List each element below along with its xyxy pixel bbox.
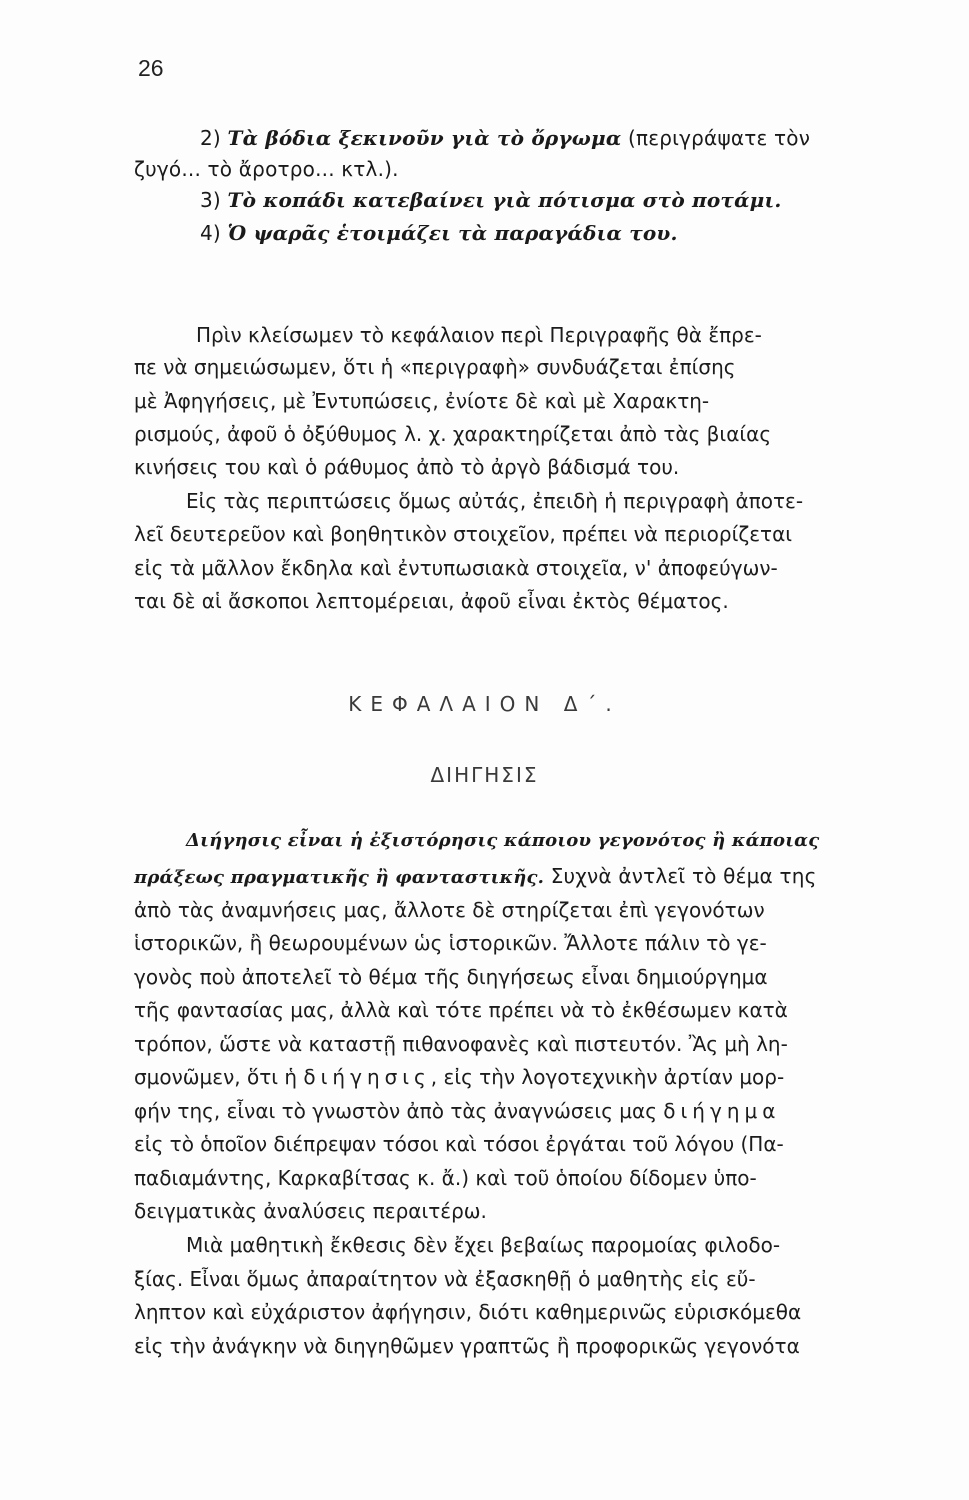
- text-segment: φήν της, εἶναι τὸ γνωστὸν ἀπὸ τὰς ἀναγνώσεις μας: [134, 1099, 664, 1123]
- paragraph-line: εἰς τὴν ἀνάγκην νὰ διηγηθῶμεν γραπτῶς ἢ προφορικῶς γεγονότα: [134, 1334, 800, 1358]
- paragraph-line: γονὸς ποὺ ἀποτελεῖ τὸ θέμα τῆς διηγήσεως εἶναι δημιούργημα: [134, 965, 768, 989]
- paragraph-line: ρισμούς, ἀφοῦ ὁ ὀξύθυμος λ. χ. χαρακτηρίζεται ἀπὸ τὰς βιαίας: [134, 422, 772, 446]
- chapter-subtitle: ΔΙΗΓΗΣΙΣ: [430, 763, 539, 787]
- example-number: 3): [200, 188, 221, 212]
- paragraph-line: μὲ Ἀφηγήσεις, μὲ Ἐντυπώσεις, ἐνίοτε δὲ καὶ μὲ Χαρακτη-: [134, 389, 710, 413]
- paragraph-line: [134, 1099, 780, 1123]
- paragraph-line: ληπτον καὶ εὐχάριστον ἀφήγησιν, διότι καθημερινῶς εὑρισκόμεθα: [134, 1300, 802, 1324]
- example-title: Ὁ ψαρᾶς ἑτοιμάζει τὰ παραγάδια του.: [227, 221, 678, 245]
- paragraph-line: πε νὰ σημειώσωμεν, ὅτι ἡ «περιγραφὴ» συνδυάζεται ἐπίσης: [134, 355, 736, 379]
- example-number: 2): [200, 126, 221, 150]
- definition-text: Συχνὰ ἀντλεῖ τὸ θέμα της: [544, 864, 817, 888]
- paragraph-line: κινήσεις του καὶ ὁ ράθυμος ἀπὸ τὸ ἀργὸ βάδισμά του.: [134, 455, 680, 479]
- paragraph-line: εἰς τὰ μᾶλλον ἔκδηλα καὶ ἐντυπωσιακὰ στοιχεῖα, ν' ἀποφεύγων-: [134, 556, 778, 580]
- example-2: [200, 126, 810, 150]
- chapter-title: ΚΕΦΑΛΑΙΟΝ Δ΄.: [348, 692, 621, 716]
- example-title: Τὸ κοπάδι κατεβαίνει γιὰ πότισμα στὸ ποτάμι.: [227, 188, 782, 212]
- example-4: [200, 221, 678, 245]
- paragraph-line: ται δὲ αἱ ἄσκοποι λεπτομέρειαι, ἀφοῦ εἶναι ἐκτὸς θέματος.: [134, 589, 729, 613]
- paragraph-line: παδιαμάντης, Καρκαβίτσας κ. ἄ.) καὶ τοῦ ὁποίου δίδομεν ὑπο-: [134, 1166, 757, 1190]
- paragraph-line: ἱστορικῶν, ἢ θεωρουμένων ὡς ἱστορικῶν. Ἄλλοτε πάλιν τὸ γε-: [134, 931, 767, 955]
- paragraph-line: εἰς τὸ ὁποῖον διέπρεψαν τόσοι καὶ τόσοι ἐργάται τοῦ λόγου (Πα-: [134, 1132, 784, 1156]
- paragraph-line: δειγματικὰς ἀναλύσεις περαιτέρω.: [134, 1199, 487, 1223]
- spaced-term: διήγημα: [663, 1099, 781, 1123]
- definition-line-2: [134, 864, 817, 889]
- paragraph-line: Εἰς τὰς περιπτώσεις ὅμως αὐτάς, ἐπειδὴ ἡ περιγραφὴ ἀποτε-: [186, 489, 804, 513]
- paragraph-line: τῆς φαντασίας μας, ἀλλὰ καὶ τότε πρέπει νὰ τὸ ἐκθέσωμεν κατὰ: [134, 998, 788, 1022]
- example-number: 4): [200, 221, 221, 245]
- example-text: ζυγό... τὸ ἄροτρο... κτλ.).: [134, 157, 399, 181]
- text-segment: , εἰς τὴν λογοτεχνικὴν ἀρτίαν μορ-: [430, 1065, 785, 1089]
- paragraph-line: Πρὶν κλείσωμεν τὸ κεφάλαιον περὶ Περιγραφῆς θὰ ἔπρε-: [196, 323, 762, 347]
- page-number: 26: [138, 55, 164, 81]
- paragraph-line: λεῖ δευτερεῦον καὶ βοηθητικὸν στοιχεῖον, πρέπει νὰ περιορίζεται: [134, 522, 793, 546]
- example-3: [200, 188, 782, 212]
- text-segment: σμονῶμεν, ὅτι ἡ: [134, 1065, 304, 1089]
- paragraph-line: τρόπον, ὥστε νὰ καταστῇ πιθανοφανὲς καὶ πιστευτόν. Ἂς μὴ λη-: [134, 1032, 788, 1056]
- paragraph-line: [134, 1065, 784, 1089]
- paragraph-line: ἀπὸ τὰς ἀναμνήσεις μας, ἄλλοτε δὲ στηρίζεται ἐπὶ γεγονότων: [134, 898, 765, 922]
- definition-line-1: Διήγησις εἶναι ἡ ἐξιστόρησις κάποιου γεγονότος ἢ κάποιας: [186, 830, 820, 851]
- example-2-continuation: [134, 157, 399, 181]
- spaced-term: διήγησις: [303, 1065, 431, 1089]
- paragraph-line: ξίας. Εἶναι ὅμως ἀπαραίτητον νὰ ἐξασκηθῇ ὁ μαθητὴς εἰς εὔ-: [134, 1267, 756, 1291]
- example-title: Τὰ βόδια ξεκινοῦν γιὰ τὸ ὄργωμα: [227, 126, 622, 150]
- example-note: (περιγράψατε τὸν: [621, 126, 811, 150]
- definition-bold: πράξεως πραγματικῆς ἢ φανταστικῆς.: [134, 867, 545, 888]
- paragraph-line: Μιὰ μαθητικὴ ἔκθεσις δὲν ἔχει βεβαίως παρομοίας φιλοδο-: [186, 1233, 781, 1257]
